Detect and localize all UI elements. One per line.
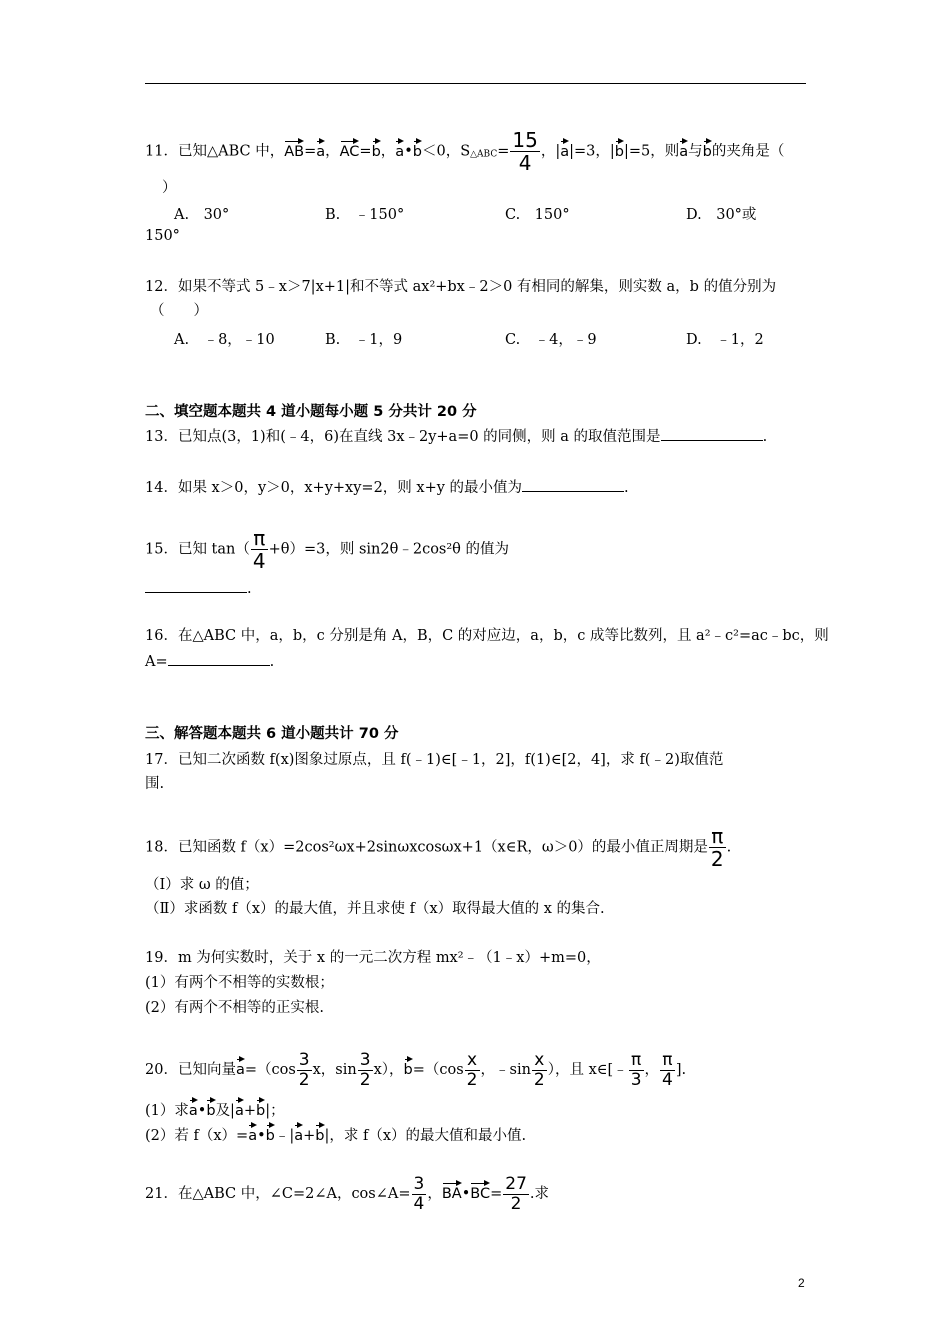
- section-3-title: 三、解答题本题共 6 道小题共计 70 分: [145, 726, 399, 742]
- option-a: A. 30°: [174, 207, 230, 223]
- vector-b: b: [413, 139, 422, 160]
- option-b: B. ﹣150°: [325, 207, 405, 223]
- question-21: 21．在△ABC 中，∠C=2∠A，cos∠A= $\frac{3}{4}$ ，BA•BC= $\frac{27}{2}$ .求: [145, 1173, 550, 1214]
- question-15: 15．已知 tan（ $\frac{\pi}{4}$ +θ）=3，则 sin2θ﹣2cos²θ 的值为: [145, 526, 510, 573]
- vector-a: a: [560, 139, 569, 160]
- question-19-part-1: (1）有两个不相等的实数根；: [145, 975, 334, 991]
- question-17: 17．已知二次函数 f(x)图象过原点，且 f(﹣1)∈[﹣1，2]，f(1)∈[2，4]，求 f(﹣2)取值范: [145, 752, 724, 768]
- vector-b: b: [256, 1098, 265, 1119]
- question-20: 20．已知向量a=（cos $\frac{3}{2}$ x，sin $\frac{3}{2}$ x），b=（cos $\frac{x}{2}$ ，﹣sin $\frac{x}{2}$ ），且 x∈[﹣ $\frac{\pi}{3}$ ， $\frac{\pi}{4}$ ].: [145, 1049, 687, 1090]
- option-c: C. 150°: [505, 207, 570, 223]
- question-14: 14．如果 x＞0，y＞0，x+y+xy=2，则 x+y 的最小值为 .: [145, 477, 629, 498]
- vector-b: b: [315, 1123, 324, 1144]
- vector-b: b: [703, 139, 712, 160]
- vector-a: a: [248, 1123, 257, 1144]
- question-16-line2: A= .: [145, 651, 274, 672]
- fraction-3-2: $\frac{3}{2}$: [298, 1049, 310, 1090]
- question-12-paren: （ ）: [150, 303, 208, 319]
- area-fraction: $\frac{15}{4}$: [512, 128, 538, 175]
- vector-a: a: [316, 139, 325, 160]
- fraction-x-2: $\frac{x}{2}$: [533, 1049, 545, 1090]
- option-b: B. ﹣1，9: [325, 332, 403, 348]
- vector-ab: AB: [284, 139, 304, 160]
- fraction-x-2: $\frac{x}{2}$: [466, 1049, 478, 1090]
- question-20-part-1: (1）求a•b及|a+b|；: [145, 1098, 285, 1121]
- page-number: 2: [798, 1276, 805, 1290]
- vector-ba: BA: [442, 1181, 462, 1202]
- vector-a: a: [395, 139, 404, 160]
- pi-over-3: $\frac{\pi}{3}$: [630, 1049, 642, 1090]
- answer-blank[interactable]: [522, 477, 624, 492]
- option-d: D. 30°或: [686, 207, 757, 223]
- vector-a: a: [294, 1123, 303, 1144]
- fraction-3-4: $\frac{3}{4}$: [413, 1173, 425, 1214]
- vector-a: a: [679, 139, 688, 160]
- question-11: 11．已知△ABC 中，AB=a，AC=b，a•b＜0，$S_{\triangle ABC}=$ $\frac{15}{4}$ ，|a|=3，|b|=5，则a与b的夹角是（: [145, 128, 785, 175]
- option-d-wrap: 150°: [145, 228, 180, 244]
- answer-blank[interactable]: [168, 651, 270, 666]
- pi-over-2: $\frac{\pi}{2}$: [710, 824, 724, 871]
- option-c: C. ﹣4，﹣9: [505, 332, 597, 348]
- fraction-3-2: $\frac{3}{2}$: [359, 1049, 371, 1090]
- fraction-27-2: $\frac{27}{2}$: [505, 1173, 527, 1214]
- answer-blank[interactable]: [661, 426, 763, 441]
- option-d: D. ﹣1，2: [686, 332, 764, 348]
- question-12: 12．如果不等式 5﹣x＞7|x+1|和不等式 ax²+bx﹣2＞0 有相同的解集，则实数 a，b 的值分别为: [145, 279, 777, 295]
- vector-a: a: [189, 1098, 198, 1119]
- question-13: 13．已知点(3，1)和(﹣4，6)在直线 3x﹣2y+a=0 的同侧，则 a 的取值范围是 .: [145, 426, 767, 447]
- pi-over-4: $\frac{\pi}{4}$: [252, 526, 266, 573]
- section-2-title: 二、填空题本题共 4 道小题每小题 5 分共计 20 分: [145, 404, 477, 420]
- vector-bc: BC: [470, 1181, 490, 1202]
- answer-blank[interactable]: [145, 578, 247, 593]
- question-15-blank-line: .: [145, 578, 252, 599]
- question-11-paren: ）: [162, 180, 177, 196]
- vector-a: a: [235, 1098, 244, 1119]
- option-a: A. ﹣8，﹣10: [174, 332, 275, 348]
- question-18-part-2: （Ⅱ）求函数 f（x）的最大值，并且求使 f（x）取得最大值的 x 的集合.: [145, 901, 605, 917]
- question-18-part-1: （Ⅰ）求 ω 的值；: [145, 877, 259, 893]
- question-19: 19．m 为何实数时，关于 x 的一元二次方程 mx²﹣（1﹣x）+m=0，: [145, 950, 601, 966]
- question-16: 16．在△ABC 中，a，b，c 分别是角 A，B，C 的对应边，a，b，c 成等比数列，且 a²﹣c²=ac﹣bc，则: [145, 628, 829, 644]
- pi-over-4: $\frac{\pi}{4}$: [662, 1049, 673, 1090]
- question-19-part-2: (2）有两个不相等的正实根.: [145, 1000, 324, 1016]
- vector-b: b: [615, 139, 624, 160]
- vector-a: a: [236, 1057, 245, 1078]
- vector-b: b: [404, 1057, 413, 1078]
- question-17-line2: 围.: [145, 776, 165, 792]
- question-18: 18．已知函数 f（x）=2cos²ωx+2sinωxcosωx+1（x∈R，ω＞0）的最小值正周期是 $\frac{\pi}{2}$ .: [145, 824, 732, 871]
- question-20-part-2: (2）若 f（x）=a•b﹣|a+b|，求 f（x）的最大值和最小值.: [145, 1123, 526, 1146]
- vector-b: b: [206, 1098, 215, 1119]
- vector-ac: AC: [340, 139, 360, 160]
- vector-b: b: [372, 139, 381, 160]
- vector-b: b: [266, 1123, 275, 1144]
- header-rule: [145, 83, 806, 84]
